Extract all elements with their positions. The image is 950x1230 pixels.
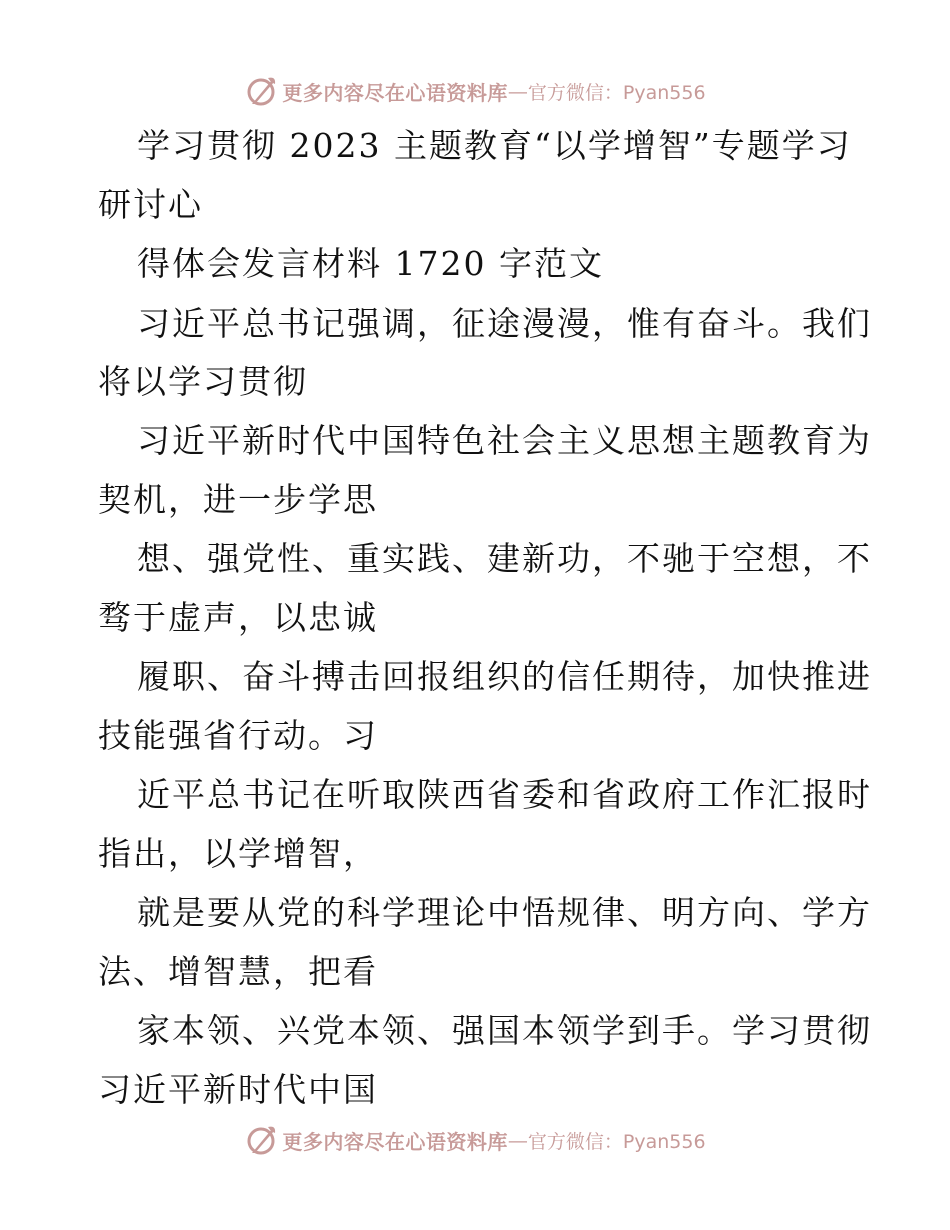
body-line: 履职、奋斗搏击回报组织的信任期待，加快推进 [137, 657, 872, 696]
body-line: 习近平新时代中国 [98, 1070, 378, 1109]
watermark-separator: — [507, 79, 528, 103]
body-line: 法、增智慧，把看 [98, 952, 378, 991]
body-line: 骛于虚声，以忠诚 [98, 598, 378, 637]
watermark-contact: 官方微信：Pyan556 [527, 81, 706, 104]
body-line: 家本领、兴党本领、强国本领学到手。学习贯彻 [137, 1011, 872, 1050]
body-line: 想、强党性、重实践、建新功，不驰于空想，不 [137, 539, 872, 578]
quill-logo-icon [244, 74, 278, 108]
header-watermark [0, 71, 950, 111]
body-line: 研讨心 [98, 185, 203, 224]
watermark-contact: 官方微信：Pyan556 [527, 1130, 706, 1153]
footer-watermark [0, 1120, 950, 1160]
body-line: 近平总书记在听取陕西省委和省政府工作汇报时 [137, 775, 872, 814]
watermark-text: 更多内容尽在心语资料库 [282, 80, 508, 105]
body-line: 习近平总书记强调，征途漫漫，惟有奋斗。我们 [137, 304, 872, 343]
quill-logo-icon [244, 1123, 278, 1157]
body-line: 得体会发言材料 1720 字范文 [137, 244, 604, 283]
body-line: 技能强省行动。习 [98, 716, 378, 755]
body-line: 契机，进一步学思 [98, 480, 378, 519]
body-line: 就是要从党的科学理论中悟规律、明方向、学方 [137, 893, 872, 932]
watermark-separator: — [507, 1128, 528, 1152]
watermark-text: 更多内容尽在心语资料库 [282, 1129, 508, 1154]
body-line: 指出，以学增智， [98, 834, 378, 873]
body-line: 将以学习贯彻 [98, 362, 308, 401]
body-line: 习近平新时代中国特色社会主义思想主题教育为 [137, 421, 872, 460]
body-line: 学习贯彻 2023 主题教育“以学增智”专题学习 [137, 126, 852, 165]
